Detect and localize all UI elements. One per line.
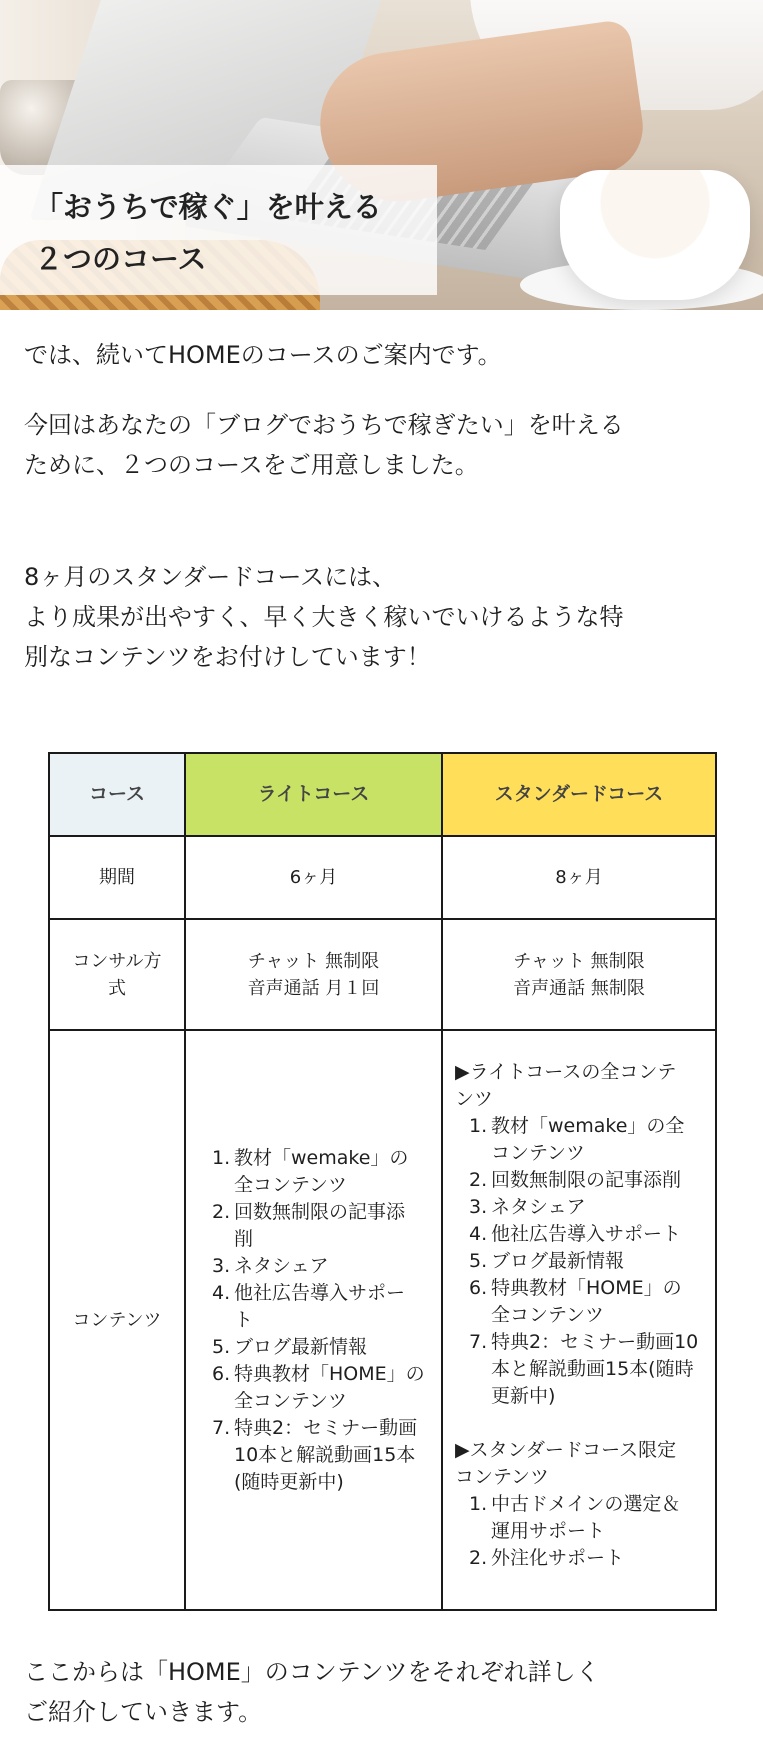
list-item: [469, 1329, 705, 1410]
list-item-text: 外注化サポート: [491, 1547, 625, 1569]
list-item: [469, 1248, 705, 1275]
list-item-number: 7.: [469, 1331, 488, 1353]
header-lite-course: ライトコース: [185, 753, 442, 836]
course-comparison-table: [48, 752, 717, 1611]
standard-heading-2-line2: コンテンツ: [455, 1466, 550, 1488]
contents-label: コンテンツ: [49, 1030, 185, 1610]
list-item-number: 4.: [212, 1281, 231, 1304]
lite-contents-list: [212, 1145, 425, 1496]
list-item: [469, 1113, 705, 1167]
list-item: [212, 1361, 425, 1415]
standard-heading-2: [455, 1437, 705, 1491]
list-item-number: 1.: [212, 1146, 231, 1169]
intro-paragraph-3-line3: 別なコンテンツをお付けしています！: [24, 643, 431, 671]
period-label: 期間: [49, 836, 185, 919]
list-item-number: 5.: [469, 1250, 488, 1272]
list-item: [469, 1491, 705, 1545]
list-item-text: 更新中): [491, 1385, 556, 1407]
list-item-text: 特典2：セミナー動画10: [491, 1331, 699, 1353]
table-header-row: [49, 753, 716, 836]
hero-coffee-cup-shape: [560, 170, 750, 300]
list-item-text: 他社広告導入サポー: [234, 1281, 406, 1304]
list-item-text: 特典2：セミナー動画: [234, 1416, 418, 1439]
period-lite: 6ヶ月: [185, 836, 442, 919]
list-item: [212, 1253, 425, 1280]
list-item-number: 1.: [469, 1115, 488, 1137]
list-item: [212, 1334, 425, 1361]
list-item-number: 4.: [469, 1223, 488, 1245]
standard-contents-list-2: [469, 1491, 705, 1572]
consult-label-line2: 式: [108, 977, 126, 999]
intro-paragraph-3-line2: より成果が出やすく、早く大きく稼いでいけるような特: [24, 603, 624, 631]
list-item: [212, 1415, 425, 1496]
consult-standard-line1: チャット 無制限: [513, 950, 645, 972]
hero-caption-box: [0, 165, 437, 295]
intro-paragraph-2-line1: 今回はあなたの「ブログでおうちで稼ぎたい」を叶える: [24, 411, 624, 439]
list-item-text: 回数無制限の記事添削: [491, 1169, 682, 1191]
list-item: [469, 1194, 705, 1221]
period-standard: 8ヶ月: [442, 836, 716, 919]
list-item-number: 2.: [469, 1547, 488, 1569]
list-item-number: 2.: [469, 1169, 488, 1191]
outro-line1: ここからは「HOME」のコンテンツをそれぞれ詳しく: [24, 1658, 600, 1686]
outro-line2: ご紹介していきます。: [24, 1698, 263, 1726]
list-item: [469, 1545, 705, 1572]
standard-heading-1-line2: ンツ: [455, 1088, 494, 1110]
table-row-consult: [49, 919, 716, 1030]
list-item-text: 回数無制限の記事添: [234, 1200, 406, 1223]
list-item-text: 教材「wemake」の全: [491, 1115, 685, 1137]
list-item-text: 教材「wemake」の: [234, 1146, 409, 1169]
list-item-text: 中古ドメインの選定＆: [491, 1493, 681, 1515]
contents-lite: [185, 1030, 442, 1610]
list-item-text: 特典教材「HOME」の: [234, 1362, 425, 1385]
list-item-text: 運用サポート: [491, 1520, 606, 1542]
standard-contents-list-1: [469, 1113, 705, 1410]
list-item-number: 2.: [212, 1200, 231, 1223]
outro-section: [24, 1652, 744, 1732]
consult-standard: [442, 919, 716, 1030]
hero-title-line1: 「おうちで稼ぐ」を叶える: [34, 190, 382, 224]
list-item-number: 3.: [469, 1196, 488, 1218]
list-item-number: 1.: [469, 1493, 488, 1515]
list-item: [212, 1199, 425, 1253]
list-item-text: ネタシェア: [234, 1254, 329, 1277]
list-item-text: (随時更新中): [234, 1470, 344, 1493]
consult-standard-line2: 音声通話 無制限: [513, 977, 645, 999]
list-item-text: ネタシェア: [491, 1196, 586, 1218]
table-row-period: [49, 836, 716, 919]
list-item-text: 他社広告導入サポート: [491, 1223, 682, 1245]
list-item-text: ブログ最新情報: [234, 1335, 368, 1358]
table-row-contents: [49, 1030, 716, 1610]
list-item-number: 6.: [469, 1277, 488, 1299]
list-item: [212, 1280, 425, 1334]
standard-heading-1-line1: ▶ライトコースの全コンテ: [455, 1061, 677, 1083]
list-item-text: ト: [234, 1308, 254, 1331]
list-item-text: 10本と解説動画15本: [234, 1443, 416, 1466]
list-item-text: コンテンツ: [491, 1142, 586, 1164]
intro-paragraph-3-line1: 8ヶ月のスタンダードコースには、: [24, 563, 397, 591]
consult-label-line1: コンサル方: [72, 950, 162, 972]
hero-title-line2: ２つのコース: [34, 242, 207, 276]
standard-heading-1: [455, 1041, 705, 1113]
list-item-number: 5.: [212, 1335, 231, 1358]
consult-label: [49, 919, 185, 1030]
list-item-text: 全コンテンツ: [234, 1173, 348, 1196]
list-item: [469, 1167, 705, 1194]
contents-standard: [442, 1030, 716, 1610]
list-item: [469, 1221, 705, 1248]
header-standard-course: スタンダードコース: [442, 753, 716, 836]
list-item-text: 削: [234, 1227, 254, 1250]
list-item-text: 特典教材「HOME」の: [491, 1277, 682, 1299]
list-item-text: 全コンテンツ: [234, 1389, 348, 1412]
list-item-text: 全コンテンツ: [491, 1304, 605, 1326]
list-item-number: 6.: [212, 1362, 231, 1385]
intro-paragraph-2-line2: ために、２つのコースをご用意しました。: [24, 451, 479, 479]
consult-lite-line2: 音声通話 月１回: [247, 977, 380, 999]
consult-lite-line1: チャット 無制限: [247, 950, 380, 972]
header-course: コース: [49, 753, 185, 836]
intro-section: [24, 335, 744, 677]
list-item-text: ブログ最新情報: [491, 1250, 625, 1272]
intro-paragraph-1: では、続いてHOMEのコースのご案内です。: [24, 341, 502, 369]
hero-image: [0, 0, 763, 310]
list-item-text: 本と解説動画15本(随時: [491, 1358, 694, 1380]
standard-heading-2-line1: ▶スタンダードコース限定: [455, 1439, 677, 1461]
list-item: [212, 1145, 425, 1199]
list-item-number: 7.: [212, 1416, 231, 1439]
consult-lite: [185, 919, 442, 1030]
list-item-number: 3.: [212, 1254, 231, 1277]
list-item: [469, 1275, 705, 1329]
